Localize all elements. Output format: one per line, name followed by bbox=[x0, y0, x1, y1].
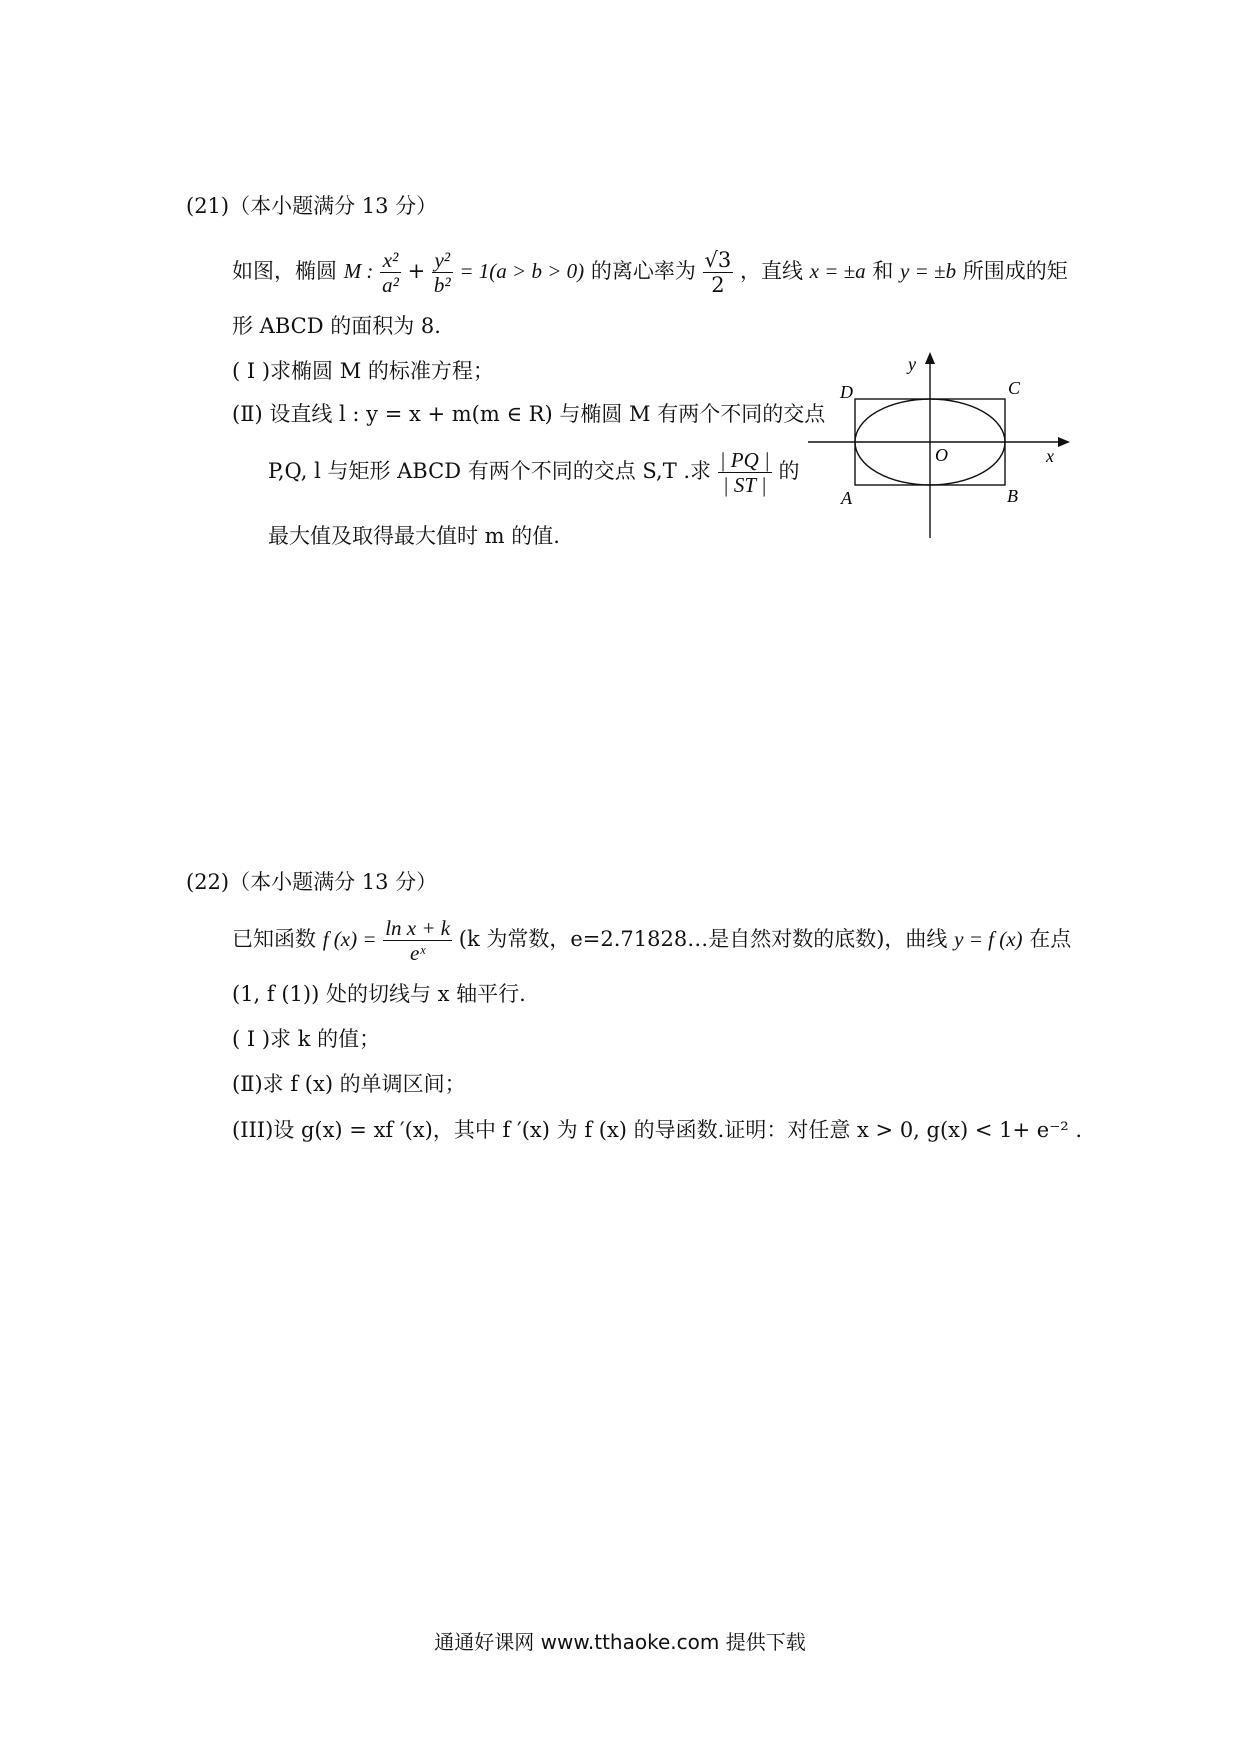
q21-ecc-den: 2 bbox=[711, 273, 725, 298]
q21-line2: 形 ABCD 的面积为 8. bbox=[232, 314, 441, 338]
q21-eq-plus: + bbox=[407, 259, 426, 284]
q21-part2-line3: 最大值及取得最大值时 m 的值. bbox=[268, 524, 560, 548]
ellipse-rectangle-diagram bbox=[808, 352, 1070, 538]
q22-header: (22)（本小题满分 13 分） bbox=[186, 870, 438, 894]
label-c: C bbox=[1008, 378, 1021, 398]
label-d: D bbox=[840, 382, 853, 402]
q21-header: (21)（本小题满分 13 分） bbox=[186, 194, 438, 218]
q21-intro-prefix: 如图，椭圆 bbox=[232, 259, 337, 284]
label-b: B bbox=[1007, 486, 1018, 506]
q21-eq-x-frac bbox=[380, 248, 401, 297]
footer-credit: 通通好课网 www.tthaoke.com 提供下载 bbox=[434, 1630, 806, 1654]
q21-eq-y-num: y² bbox=[432, 248, 453, 273]
x-axis-arrow bbox=[1058, 437, 1070, 447]
q22-f-lhs: f (x) = bbox=[322, 927, 377, 952]
q22-part3: (III)设 g(x) = xf ′(x)，其中 f ′(x) 为 f (x) 的导函数.证明：对任意 x > 0, g(x) < 1+ e⁻² . bbox=[232, 1118, 1083, 1142]
q21-part2-line2-prefix: P,Q, l 与矩形 ABCD 有两个不同的交点 S,T .求 bbox=[268, 459, 712, 484]
label-y: y bbox=[908, 354, 916, 374]
q21-line-x: x = ±a bbox=[809, 259, 866, 284]
q22-curve: y = f (x) bbox=[954, 927, 1023, 952]
q21-and-text: 和 bbox=[872, 259, 894, 284]
q21-eq-y-frac bbox=[432, 248, 453, 297]
q21-intro-mid: ，直线 bbox=[739, 259, 803, 284]
q21-intro bbox=[232, 248, 1068, 297]
q21-line-y: y = ±b bbox=[900, 259, 957, 284]
q21-eq-x-num: x² bbox=[380, 248, 401, 273]
q22-f-num: ln x + k bbox=[385, 916, 451, 940]
q21-ellipse-name: M : bbox=[343, 259, 374, 284]
q22-intro-suffix: 在点 bbox=[1029, 927, 1072, 952]
q21-ecc-frac bbox=[703, 248, 734, 297]
q22-intro bbox=[232, 916, 1071, 965]
q21-ecc-text: 的离心率为 bbox=[590, 259, 696, 284]
q21-ratio-num: | PQ | bbox=[719, 448, 770, 472]
q21-part2-line1: (Ⅱ) 设直线 l : y = x + m(m ∈ R) 与椭圆 M 有两个不同的交点 bbox=[232, 402, 826, 426]
q21-part1: ( I )求椭圆 M 的标准方程； bbox=[232, 359, 494, 383]
q22-part2: (Ⅱ)求 f (x) 的单调区间； bbox=[232, 1072, 466, 1096]
q22-intro-mid: (k 为常数，e=2.71828…是自然对数的底数)，曲线 bbox=[458, 927, 948, 952]
q21-part2-line2 bbox=[268, 448, 799, 497]
q21-eq-x-den: a² bbox=[382, 273, 399, 298]
q21-eq-rhs: = 1(a > b > 0) bbox=[459, 259, 585, 284]
label-a: A bbox=[841, 488, 852, 508]
q22-f-frac bbox=[383, 916, 452, 965]
q21-ratio-frac bbox=[718, 448, 772, 497]
q22-f-den: eˣ bbox=[410, 941, 426, 966]
label-o: O bbox=[935, 445, 948, 465]
label-x: x bbox=[1046, 446, 1054, 466]
q21-eq-y-den: b² bbox=[433, 273, 451, 298]
q22-part1: ( I )求 k 的值； bbox=[232, 1027, 381, 1051]
q22-intro-prefix: 已知函数 bbox=[232, 927, 316, 952]
q21-part2-line2-suffix: 的 bbox=[778, 459, 800, 484]
q22-line2: (1, f (1)) 处的切线与 x 轴平行. bbox=[232, 982, 526, 1006]
q21-intro-suffix: 所围成的矩 bbox=[962, 259, 1068, 284]
y-axis-arrow bbox=[925, 352, 935, 364]
q21-ratio-den: | ST | bbox=[722, 473, 767, 498]
q21-ecc-num: √3 bbox=[704, 248, 732, 272]
